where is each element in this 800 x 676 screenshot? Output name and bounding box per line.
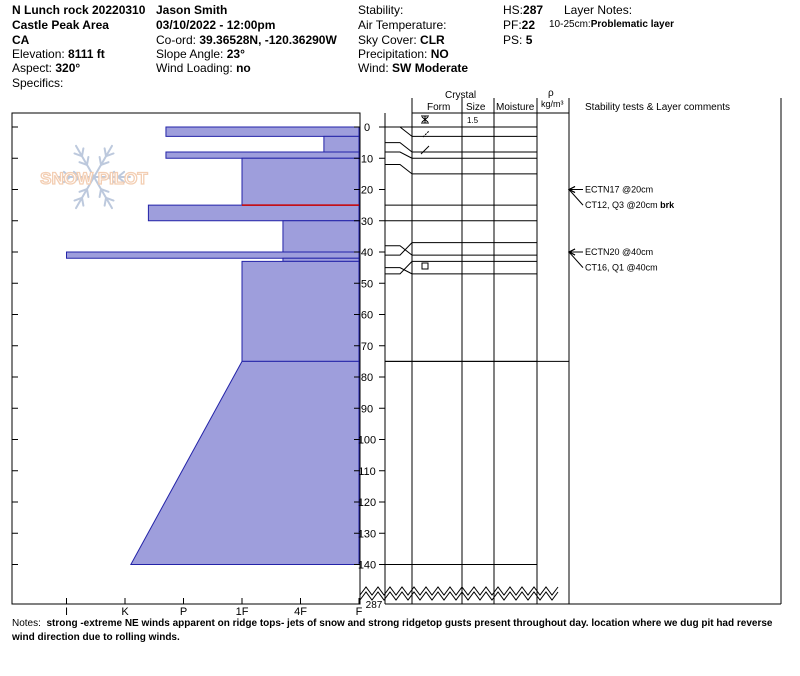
depth-label-0: 0 — [363, 122, 371, 134]
hardness-label-K: K — [121, 606, 129, 616]
depth-break-zigzag — [360, 587, 558, 595]
air-temp-label: Air Temperature: — [358, 18, 447, 32]
wind-value: SW Moderate — [392, 61, 469, 75]
layer-connector-37 — [385, 243, 412, 256]
moisture-header: Moisture — [496, 102, 535, 113]
hardness-layer-0 — [166, 127, 359, 136]
ps-value: 5 — [525, 33, 533, 47]
depth-label-60: 60 — [360, 309, 374, 322]
depth-label-140: 140 — [357, 559, 377, 572]
notes-text: strong -extreme NE winds apparent on ridge tops- jets of snow and strong ridgetop gusts present throughout day. location where we dug pit had reverse wind direction due to rolling winds. — [12, 618, 773, 643]
state: CA — [12, 33, 30, 47]
aspect-value: 320° — [55, 61, 81, 75]
wind-row: Wind: SW Moderate — [358, 61, 469, 75]
observer-name: Jason Smith — [156, 3, 228, 17]
depth-label-bottom: 287 — [365, 600, 383, 611]
hardness-label-1F: 1F — [235, 606, 249, 616]
form-header: Form — [427, 102, 451, 113]
wind-loading-row: Wind Loading: no — [156, 61, 251, 75]
stability-label: Stability: — [358, 3, 404, 17]
flake-branch-1-0-1 — [100, 189, 101, 197]
hardness-layer-5 — [283, 221, 359, 252]
precipitation-particle-icon — [421, 116, 429, 123]
layer-notes-label: Layer Notes: — [564, 3, 633, 17]
depth-break-zigzag-2 — [360, 592, 558, 600]
sky-value: CLR — [420, 33, 445, 47]
specifics-label: Specifics: — [12, 76, 64, 90]
flake-branch-2-1-0 — [82, 198, 83, 206]
layer-connector-8 — [385, 143, 412, 152]
depth-label-100: 100 — [357, 434, 377, 447]
layer-connector-3 — [385, 127, 412, 136]
coord-value: 39.36528N, -120.36290W — [199, 33, 337, 47]
hardness-layer-3 — [242, 158, 359, 205]
flake-branch-4-0-1 — [87, 157, 88, 165]
stability-header: Stability tests & Layer comments — [585, 102, 731, 113]
pf-row: PF:22 — [503, 18, 536, 32]
hardness-layer-2 — [166, 152, 359, 158]
elevation-value: 8111 ft — [68, 47, 105, 61]
slope-value: 23° — [226, 47, 245, 61]
depth-label-30: 30 — [360, 215, 374, 228]
area-name: Castle Peak Area — [12, 18, 109, 32]
pit-name: N Lunch rock 20220310 — [12, 3, 146, 17]
flake-branch-4-1-1 — [82, 148, 83, 156]
layer-connector-47 — [385, 268, 412, 274]
hardness-layer-6 — [67, 252, 360, 258]
layer-connector-15 — [385, 165, 412, 174]
crystal-header: Crystal — [445, 90, 477, 101]
logo-text: SNOW PILOT — [40, 169, 148, 188]
rho-header: ρ — [548, 88, 554, 99]
flake-branch-1-1-1 — [105, 198, 106, 206]
hardness-label-P: P — [179, 606, 188, 616]
grain-symbols — [421, 116, 429, 269]
flake-branch-5-0-0 — [100, 157, 101, 165]
hardness-layer-1 — [324, 136, 359, 152]
precip-value: NO — [430, 47, 449, 61]
ps-row: PS: 5 — [503, 33, 533, 47]
depth-label-120: 120 — [357, 497, 377, 509]
wind-loading-value: no — [236, 61, 251, 75]
depth-label-70: 70 — [360, 340, 374, 353]
hardness-label-I: I — [64, 606, 69, 616]
elevation-row: Elevation: 8111 ft — [12, 47, 105, 61]
coord-row: Co-ord: 39.36528N, -120.36290W — [156, 33, 337, 47]
slope-row: Slope Angle: 23° — [156, 47, 245, 61]
stability-test-1: CT12, Q3 @20cm brk — [585, 200, 675, 211]
aspect-row: Aspect: 320° — [12, 61, 81, 75]
depth-label-50: 50 — [360, 278, 374, 291]
depth-label-80: 80 — [360, 372, 374, 384]
snowpilot-logo — [40, 146, 148, 208]
layer-note: 10-25cm:Problematic layer — [549, 19, 675, 30]
crystal-size-value: 1.5 — [467, 116, 479, 125]
depth-label-10: 10 — [360, 153, 374, 166]
hardness-layer-8 — [242, 261, 359, 361]
faceted-crystal-icon — [422, 263, 428, 269]
depth-label-110: 110 — [358, 465, 376, 478]
depth-label-40: 40 — [360, 247, 374, 259]
precip-row: Precipitation: NO — [358, 47, 449, 61]
hardness-label-4F: 4F — [294, 606, 307, 616]
notes-label: Notes: — [12, 618, 41, 629]
notes — [12, 617, 797, 645]
layer-connector-10 — [385, 152, 412, 158]
hardness-label-F: F — [355, 606, 363, 616]
flake-branch-2-0-0 — [87, 189, 88, 197]
size-header: Size — [466, 102, 486, 113]
hs-value: 287 — [523, 3, 544, 17]
depth-label-20: 20 — [360, 184, 374, 197]
hardness-layer-4 — [148, 205, 359, 221]
pf-value: 22 — [521, 18, 536, 32]
observation-datetime: 03/10/2022 - 12:00pm — [156, 18, 276, 32]
sky-row: Sky Cover: CLR — [358, 33, 445, 47]
depth-label-130: 130 — [357, 528, 377, 541]
stability-test-2: ECTN20 @40cm — [585, 247, 654, 257]
depth-label-90: 90 — [360, 403, 374, 416]
decomposing-particle-icon-2 — [421, 146, 429, 154]
stability-test-3: CT16, Q1 @40cm — [585, 262, 658, 273]
hs-row: HS:287 — [503, 3, 544, 17]
stability-arrow-3 — [569, 252, 583, 268]
stability-arrow-1 — [569, 190, 583, 206]
stability-test-0: ECTN17 @20cm — [585, 184, 654, 195]
density-unit-header: kg/m³ — [541, 99, 564, 109]
hardness-layer-taper — [131, 361, 359, 564]
flake-branch-5-1-0 — [105, 148, 106, 156]
